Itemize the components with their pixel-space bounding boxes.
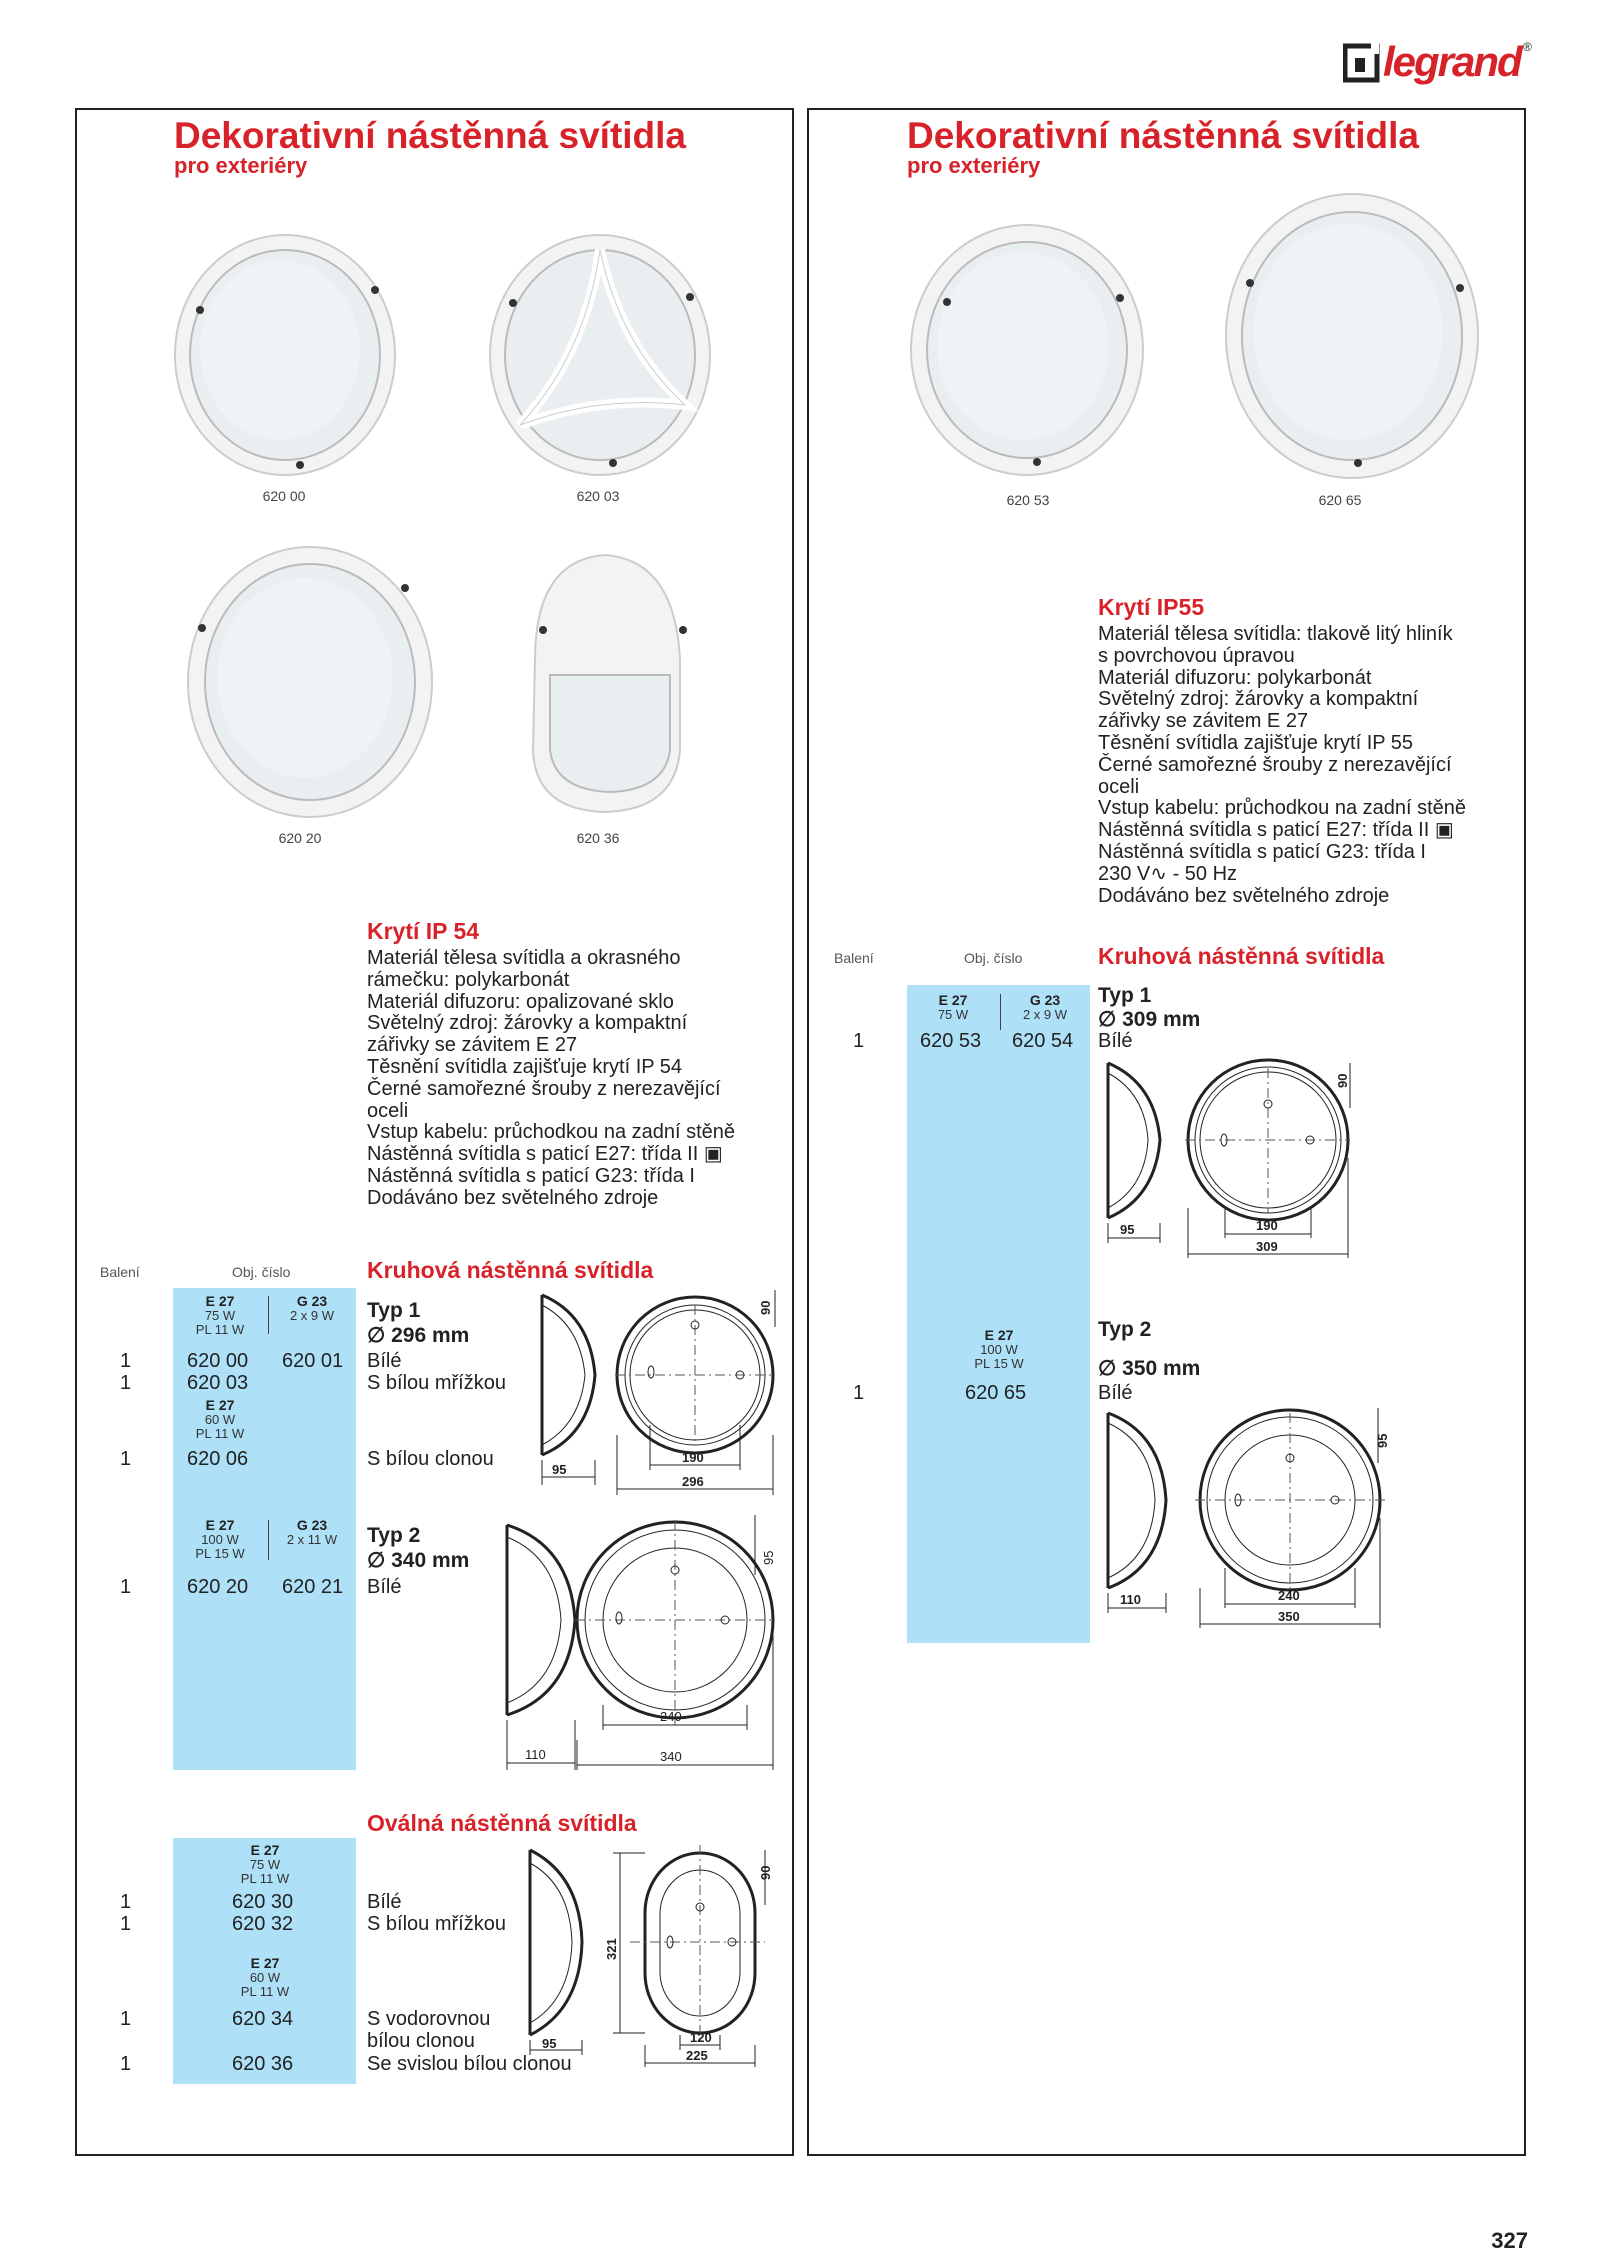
- right-spec-line: s povrchovou úpravou: [1098, 644, 1295, 667]
- right-t2-dim-outer: 350: [1278, 1609, 1300, 1624]
- left-t1-e27-label: E 27: [205, 1293, 235, 1309]
- left-title: Dekorativní nástěnná svítidla: [174, 115, 687, 156]
- left-t3-dim-side: 90: [758, 1865, 773, 1880]
- left-t3-header-e27: [175, 1843, 355, 1886]
- photo-code-620-20: 620 20: [278, 830, 322, 846]
- page-number: 327: [1491, 2228, 1528, 2253]
- right-t2-typ: Typ 2: [1098, 1318, 1152, 1341]
- right-round-heading: Kruhová nástěnná svítidla: [1098, 943, 1385, 969]
- right-spec-line: zářivky se závitem E 27: [1098, 710, 1309, 733]
- right-t2-dia: ∅ 350 mm: [1098, 1357, 1201, 1380]
- product-photo-620-65: [1220, 188, 1485, 488]
- right-t1-dim-side: 90: [1335, 1073, 1350, 1088]
- left-spec-line: Černé samořezné šrouby z nerezavějící: [367, 1077, 721, 1100]
- right-t2-header-e27: [909, 1328, 1089, 1371]
- left-t2-g23-watt: 2 x 11 W: [286, 1532, 338, 1547]
- left-t2-dia: ∅ 340 mm: [367, 1549, 470, 1572]
- left-t2-header-g23: [270, 1518, 354, 1547]
- right-t2-drawing: [1100, 1408, 1400, 1633]
- right-t1-dim-inner: 190: [1256, 1218, 1278, 1233]
- left-t3-row1-e27: 620 30: [232, 1891, 294, 1913]
- product-photo-620-53: [905, 220, 1150, 480]
- left-spec-line: zářivky se závitem E 27: [367, 1034, 578, 1057]
- right-t1-row-desc: Bílé: [1098, 1030, 1133, 1052]
- left-t1-g23-label: G 23: [296, 1293, 328, 1309]
- left-t3-e27-pl: PL 11 W: [240, 1871, 290, 1886]
- brand-name: legrand: [1383, 38, 1521, 85]
- left-t1-row3-e27: 620 06: [187, 1448, 249, 1470]
- right-t1-row-g23: 620 54: [1012, 1030, 1074, 1052]
- left-t1-row1-e27: 620 00: [187, 1350, 249, 1372]
- left-t1-g23-watt: 2 x 9 W: [289, 1308, 335, 1323]
- left-t1-e27-watt: 75 W: [204, 1308, 236, 1323]
- left-spec-line: Těsnění svítidla zajišťuje krytí IP 54: [367, 1055, 683, 1078]
- right-table-bluebox: [907, 985, 1090, 1643]
- left-t2-row-desc: Bílé: [367, 1576, 402, 1598]
- left-t3-row2-desc: S bílou mřížkou: [367, 1913, 506, 1935]
- product-photo-620-36: [515, 550, 695, 820]
- left-t2-drawing: [495, 1515, 795, 1775]
- right-spec-line: Dodáváno bez světelného zdroje: [1098, 884, 1390, 907]
- left-t3-row1-desc: Bílé: [367, 1891, 402, 1913]
- left-t3-dim-inner: 120: [690, 2030, 712, 2045]
- right-t1-row-e27: 620 53: [920, 1030, 982, 1052]
- left-t1-h2-pl: PL 11 W: [195, 1426, 245, 1441]
- left-t1-row1-baleni: 1: [120, 1350, 132, 1372]
- left-spec-list: [367, 948, 735, 1210]
- right-t2-dim-inner: 240: [1278, 1588, 1300, 1603]
- legrand-logo: [1343, 40, 1539, 88]
- right-col-baleni: Balení: [834, 950, 874, 966]
- left-t3-row4-e27: 620 36: [232, 2053, 294, 2075]
- right-t1-typ: Typ 1: [1098, 984, 1152, 1007]
- left-t2-g23-label: G 23: [296, 1517, 328, 1533]
- right-t1-row-baleni: 1: [853, 1030, 865, 1052]
- left-col-obj: Obj. číslo: [232, 1264, 291, 1280]
- right-t2-e27-label: E 27: [984, 1327, 1014, 1343]
- right-spec-line: Těsnění svítidla zajišťuje krytí IP 55: [1098, 731, 1414, 754]
- right-t2-e27-watt: 100 W: [980, 1342, 1018, 1357]
- left-t3-row2-baleni: 1: [120, 1913, 132, 1935]
- right-spec-list: [1098, 624, 1466, 907]
- left-spec-line: Dodáváno bez světelného zdroje: [367, 1186, 659, 1209]
- left-t2-row-e27: 620 20: [187, 1576, 249, 1598]
- right-t1-header-divider: [1000, 994, 1001, 1030]
- left-t3-row2-e27: 620 32: [232, 1913, 294, 1935]
- product-photo-620-03: [485, 225, 715, 480]
- photo-code-620-00: 620 00: [262, 488, 306, 504]
- left-round-heading: Kruhová nástěnná svítidla: [367, 1257, 654, 1283]
- left-t2-row-g23: 620 21: [282, 1576, 344, 1598]
- left-t1-row1-desc: Bílé: [367, 1350, 402, 1372]
- left-t2-e27-pl: PL 15 W: [195, 1546, 245, 1561]
- left-t3-dim-height: 321: [604, 1938, 619, 1960]
- left-t1-header2-e27: [175, 1398, 265, 1441]
- product-photo-620-20: [180, 540, 440, 825]
- right-t2-dim-depth: 110: [1120, 1592, 1141, 1607]
- left-t2-header-divider: [268, 1520, 269, 1560]
- right-title: Dekorativní nástěnná svítidla: [907, 115, 1420, 156]
- left-t1-row2-desc: S bílou mřížkou: [367, 1372, 506, 1394]
- left-t1-header-divider: [268, 1296, 269, 1334]
- left-t1-typ: Typ 1: [367, 1299, 421, 1322]
- left-spec-line: Nástěnná svítidla s paticí G23: třída I: [367, 1164, 695, 1187]
- left-t1-h2-watt: 60 W: [204, 1412, 236, 1427]
- left-t3-e27-label: E 27: [250, 1842, 280, 1858]
- left-t1-row1-g23: 620 01: [282, 1350, 344, 1372]
- left-t3-row4-baleni: 1: [120, 2053, 132, 2075]
- right-protection-heading: Krytí IP55: [1098, 594, 1205, 620]
- left-t1-row3-baleni: 1: [120, 1448, 132, 1470]
- right-t1-dim-outer: 309: [1256, 1239, 1278, 1254]
- right-spec-line: Nástěnná svítidla s paticí E27: třída II ▣: [1098, 819, 1454, 842]
- photo-code-620-53: 620 53: [1006, 492, 1050, 508]
- left-t3-e27-watt: 75 W: [249, 1857, 281, 1872]
- left-t2-row-baleni: 1: [120, 1576, 132, 1598]
- left-t1-drawing: [530, 1285, 795, 1495]
- left-col-baleni: Balení: [100, 1264, 140, 1280]
- right-t2-row-desc: Bílé: [1098, 1382, 1133, 1404]
- right-t2-row-e27: 620 65: [965, 1382, 1027, 1404]
- product-photo-620-00: [170, 225, 400, 480]
- left-t3-drawing: [520, 1845, 790, 2070]
- left-t2-dim-outer: 340: [660, 1749, 682, 1764]
- left-oval-heading: Oválná nástěnná svítidla: [367, 1810, 637, 1836]
- photo-code-620-36: 620 36: [576, 830, 620, 846]
- left-t2-dim-side: 95: [761, 1550, 776, 1565]
- left-t2-e27-watt: 100 W: [201, 1532, 239, 1547]
- left-t2-header-e27: [175, 1518, 265, 1561]
- right-t1-drawing: [1100, 1058, 1365, 1263]
- left-t3-row3-baleni: 1: [120, 2008, 132, 2030]
- left-t1-dim-inner: 190: [682, 1450, 704, 1465]
- left-t3-row4-desc: Se svislou bílou clonou: [367, 2053, 572, 2075]
- left-subtitle: pro exteriéry: [174, 153, 308, 178]
- left-spec-line: Materiál difuzoru: opalizované sklo: [367, 990, 674, 1013]
- right-col-obj: Obj. číslo: [964, 950, 1023, 966]
- left-t3-h2-pl: PL 11 W: [240, 1984, 290, 1999]
- left-spec-line: Nástěnná svítidla s paticí E27: třída II ▣: [367, 1143, 723, 1166]
- left-t2-dim-inner: 240: [660, 1709, 682, 1724]
- left-t1-h2-e27-label: E 27: [205, 1397, 235, 1413]
- left-t3-dim-depth: 95: [542, 2036, 557, 2051]
- left-spec-line: Materiál tělesa svítidla a okrasného: [367, 947, 681, 969]
- left-protection-heading: Krytí IP 54: [367, 918, 480, 944]
- right-t1-dim-depth: 95: [1120, 1222, 1135, 1237]
- left-t3-row1-baleni: 1: [120, 1891, 132, 1913]
- right-t1-g23-label: G 23: [1029, 992, 1061, 1008]
- right-t1-e27-label: E 27: [938, 992, 968, 1008]
- left-t1-header-e27: [175, 1294, 265, 1337]
- right-spec-line: 230 V∿ - 50 Hz: [1098, 862, 1238, 885]
- left-t1-header-g23: [270, 1294, 354, 1323]
- right-spec-line: Materiál difuzoru: polykarbonát: [1098, 666, 1372, 689]
- right-t2-row-baleni: 1: [853, 1382, 865, 1404]
- left-t1-row3-desc: S bílou clonou: [367, 1448, 494, 1470]
- right-spec-line: Vstup kabelu: průchodkou na zadní stěně: [1098, 797, 1467, 820]
- right-t1-e27-watt: 75 W: [937, 1007, 969, 1022]
- photo-code-620-65: 620 65: [1318, 492, 1362, 508]
- right-spec-line: Nástěnná svítidla s paticí G23: třída I: [1098, 840, 1426, 863]
- right-spec-line: Světelný zdroj: žárovky a kompaktní: [1098, 688, 1419, 711]
- right-t1-header-e27: [909, 993, 997, 1022]
- left-spec-line: rámečku: polykarbonát: [367, 968, 570, 991]
- photo-code-620-03: 620 03: [576, 488, 620, 504]
- left-t3-row3-desc1: S vodorovnou: [367, 2008, 491, 2030]
- left-t3-row3-desc2: bílou clonou: [367, 2030, 475, 2052]
- left-t3-h2-e27-label: E 27: [250, 1955, 280, 1971]
- left-t1-dia: ∅ 296 mm: [367, 1324, 470, 1347]
- left-t2-typ: Typ 2: [367, 1524, 421, 1547]
- right-spec-line: Černé samořezné šrouby z nerezavějící: [1098, 753, 1452, 776]
- left-spec-line: Vstup kabelu: průchodkou na zadní stěně: [367, 1121, 736, 1144]
- right-spec-line: Materiál tělesa svítidla: tlakově litý hliník: [1098, 623, 1453, 645]
- left-t1-e27-pl: PL 11 W: [195, 1322, 245, 1337]
- left-t1-row2-baleni: 1: [120, 1372, 132, 1394]
- brand-registered-mark: ®: [1523, 40, 1532, 54]
- left-spec-line: oceli: [367, 1099, 409, 1122]
- right-subtitle: pro exteriéry: [907, 153, 1041, 178]
- left-t2-e27-label: E 27: [205, 1517, 235, 1533]
- right-t2-dim-side: 95: [1375, 1433, 1390, 1448]
- left-t1-dim-side: 90: [758, 1300, 773, 1315]
- left-t1-dim-depth: 95: [552, 1462, 567, 1477]
- left-t3-header2-e27: [175, 1956, 355, 1999]
- right-spec-line: oceli: [1098, 775, 1140, 798]
- right-t1-dia: ∅ 309 mm: [1098, 1008, 1201, 1031]
- right-t2-e27-pl: PL 15 W: [974, 1356, 1024, 1371]
- right-t1-g23-watt: 2 x 9 W: [1022, 1007, 1068, 1022]
- left-t3-h2-watt: 60 W: [249, 1970, 281, 1985]
- left-t2-dim-depth: 110: [525, 1747, 546, 1762]
- left-t3-row3-e27: 620 34: [232, 2008, 294, 2030]
- right-t1-header-g23: [1002, 993, 1088, 1022]
- left-t1-dim-outer: 296: [682, 1474, 704, 1489]
- left-spec-line: Světelný zdroj: žárovky a kompaktní: [367, 1012, 688, 1035]
- left-t3-dim-outer: 225: [686, 2048, 708, 2063]
- left-t1-row2-e27: 620 03: [187, 1372, 249, 1394]
